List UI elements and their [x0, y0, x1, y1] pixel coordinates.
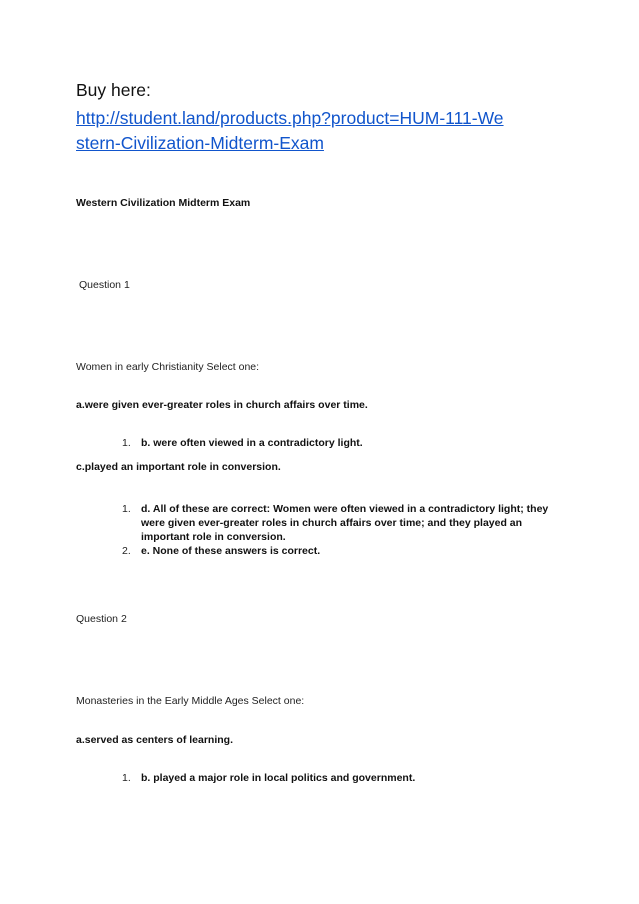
list-item	[76, 771, 571, 785]
buy-link-line-2[interactable]: stern-Civilization-Midterm-Exam	[76, 133, 324, 153]
question-1-list-1	[76, 436, 571, 450]
list-item-text: e. None of these answers is correct.	[141, 545, 321, 557]
buy-link-line-1[interactable]: http://student.land/products.php?product=HUM-111-We	[76, 108, 504, 128]
list-item	[76, 436, 571, 450]
list-item-number: 2.	[122, 545, 131, 557]
question-1-option-a: a.were given ever-greater roles in church affairs over time.	[76, 399, 368, 411]
question-1-label: Question 1	[79, 279, 130, 291]
list-item	[76, 502, 571, 544]
question-1-list-2	[76, 502, 571, 558]
question-2-label: Question 2	[76, 613, 127, 625]
list-item-number: 1.	[122, 772, 131, 784]
question-2-list-1	[76, 771, 571, 785]
list-item-text: b. were often viewed in a contradictory light.	[141, 437, 363, 449]
list-item	[76, 544, 571, 558]
list-item-number: 1.	[122, 503, 131, 515]
list-item-text: d. All of these are correct: Women were often viewed in a contradictory light; they were given ever-greater roles in church affairs over time; and they played an important role in conversion.	[141, 503, 549, 543]
document-title: Western Civilization Midterm Exam	[76, 197, 251, 209]
question-1-option-c: c.played an important role in conversion.	[76, 461, 281, 473]
question-1-stem: Women in early Christianity Select one:	[76, 361, 260, 373]
buy-link[interactable]	[76, 106, 576, 156]
list-item-text: b. played a major role in local politics and government.	[141, 772, 416, 784]
question-2-stem: Monasteries in the Early Middle Ages Select one:	[76, 695, 305, 707]
question-2-option-a: a.served as centers of learning.	[76, 734, 233, 746]
buy-here-label: Buy here:	[76, 80, 151, 100]
list-item-number: 1.	[122, 437, 131, 449]
